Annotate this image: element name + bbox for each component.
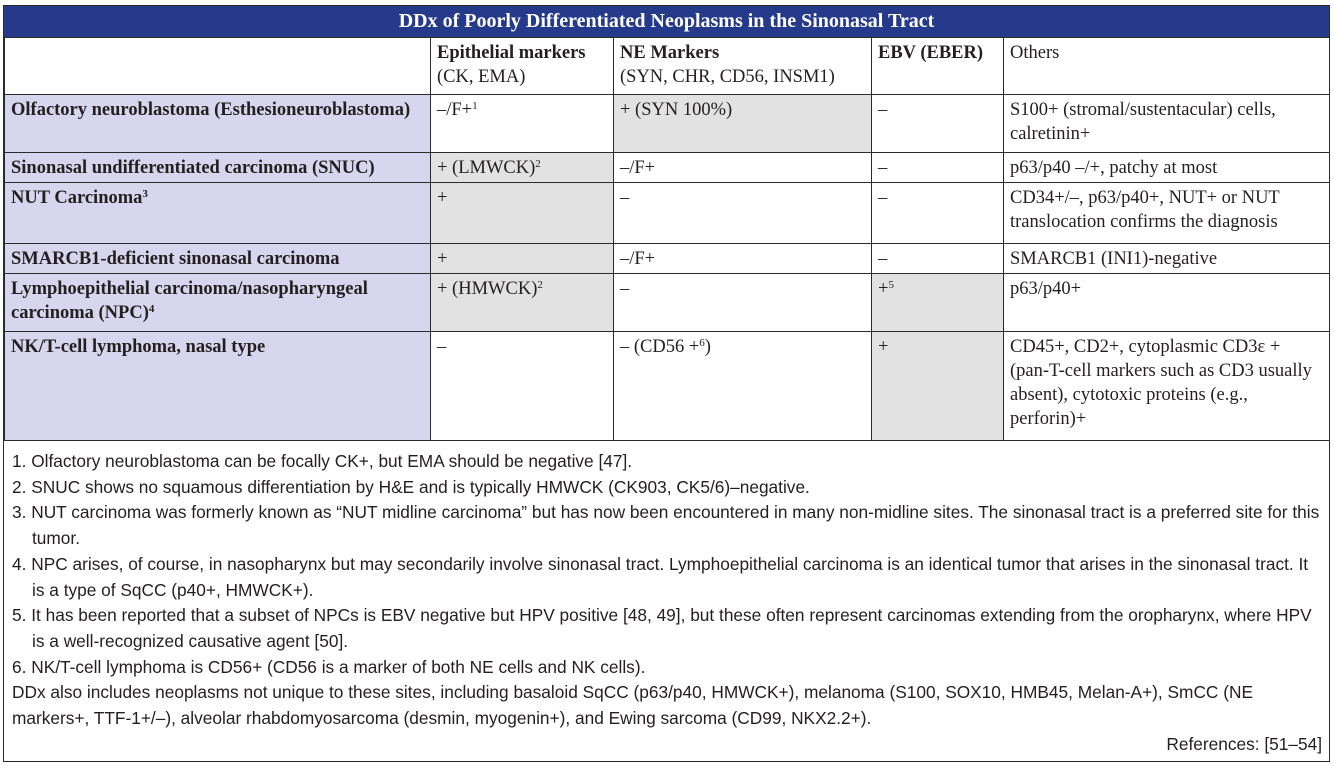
row-ebv: +$^5$ [872,274,1004,332]
row-epithelial: + (LMWCK)$^2$ [431,153,614,183]
header-ebv: EBV (EBER) [872,38,1004,95]
header-others: Others [1004,38,1330,95]
ddx-table [4,37,1330,441]
table-row [5,332,1330,441]
row-epithelial: – [431,332,614,441]
references: References: [51–54] [1166,733,1322,754]
table-row [5,274,1330,332]
footnote: 4. NPC arises, of course, in nasopharynx but may secondarily involve sinonasal tract. Lymphoepithelial carcinoma is an identical tumor that arises in the sinonasal tract. It is a type of SqCC (p40+, HMWCK+). [12,553,1309,600]
row-ebv: – [872,183,1004,244]
row-epithelial: + (HMWCK)$^2$ [431,274,614,332]
row-others: p63/p40+ [1004,274,1330,332]
row-tumor-name: Olfactory neuroblastoma (Esthesioneuroblastoma) [5,95,431,153]
footnote: 3. NUT carcinoma was formerly known as “NUT midline carcinoma” but has now been encountered in many non-midline sites. The sinonasal tract is a preferred site for this tumor. [12,502,1320,549]
footnote: 1. Olfactory neuroblastoma can be focally CK+, but EMA should be negative [47]. [12,451,633,471]
row-tumor-name: SMARCB1-deficient sinonasal carcinoma [5,244,431,274]
footnote: 2. SNUC shows no squamous differentiation by H&E and is typically HMWCK (CK903, CK5/6)–negative. [12,476,810,497]
footnote: 6. NK/T-cell lymphoma is CD56+ (CD56 is a marker of both NE cells and NK cells). [12,656,646,677]
row-ne: –/F+ [614,244,872,274]
row-tumor-name: NK/T-cell lymphoma, nasal type [5,332,431,441]
header-row [5,38,1330,95]
row-tumor-name: Sinonasal undifferentiated carcinoma (SNUC) [5,153,431,183]
header-ne: NE Markers (SYN, CHR, CD56, INSM1) [614,38,872,95]
row-ebv: – [872,95,1004,153]
row-ne: + (SYN 100%) [614,95,872,153]
row-others: p63/p40 –/+, patchy at most [1004,153,1330,183]
table-row [5,153,1330,183]
row-ebv: – [872,153,1004,183]
footnote: 5. It has been reported that a subset of NPCs is EBV negative but HPV positive [48, 49], but these often represent carcinomas extending from the oropharynx, where HPV is a well-recognized causative agent [50]. [12,605,1312,651]
header-epithelial: Epithelial markers (CK, EMA) [431,38,614,95]
row-others: SMARCB1 (INI1)-negative [1004,244,1330,274]
row-epithelial: –/F+$^1$ [431,95,614,153]
table-title: DDx of Poorly Differentiated Neoplasms in the Sinonasal Tract [4,6,1329,37]
table-row [5,244,1330,274]
row-others: S100+ (stromal/sustentacular) cells, calretinin+ [1004,95,1330,153]
table-row [5,183,1330,244]
row-tumor-name: NUT Carcinoma$^3$ [5,183,431,244]
row-ne: – [614,274,872,332]
footnotes [12,449,1324,757]
row-ebv: + [872,332,1004,441]
ddx-table-frame [3,5,1330,762]
row-ne: – (CD56 +$^6$) [614,332,872,441]
row-others: CD34+/–, p63/p40+, NUT+ or NUT translocation confirms the diagnosis [1004,183,1330,244]
ddx-note: DDx also includes neoplasms not unique to these sites, including basaloid SqCC (p63/p40, HMWCK+), melanoma (S100, SOX10, HMB45, Melan-A+), SmCC (NE markers+, TTF-1+/–), alveolar rhabdomyosarcoma (desmin, myogenin+), and Ewing sarcoma (CD99, NKX2.2+). [12,682,1253,729]
header-empty-cell [5,38,431,95]
table-row [5,95,1330,153]
row-ne: –/F+ [614,153,872,183]
row-tumor-name: Lymphoepithelial carcinoma/nasopharyngeal carcinoma (NPC)$^4$ [5,274,431,332]
row-epithelial: + [431,244,614,274]
row-ne: – [614,183,872,244]
row-epithelial: + [431,183,614,244]
row-others: CD45+, CD2+, cytoplasmic CD3ε + (pan-T-cell markers such as CD3 usually absent), cytotoxic proteins (e.g., perforin)+ [1004,332,1330,441]
row-ebv: – [872,244,1004,274]
